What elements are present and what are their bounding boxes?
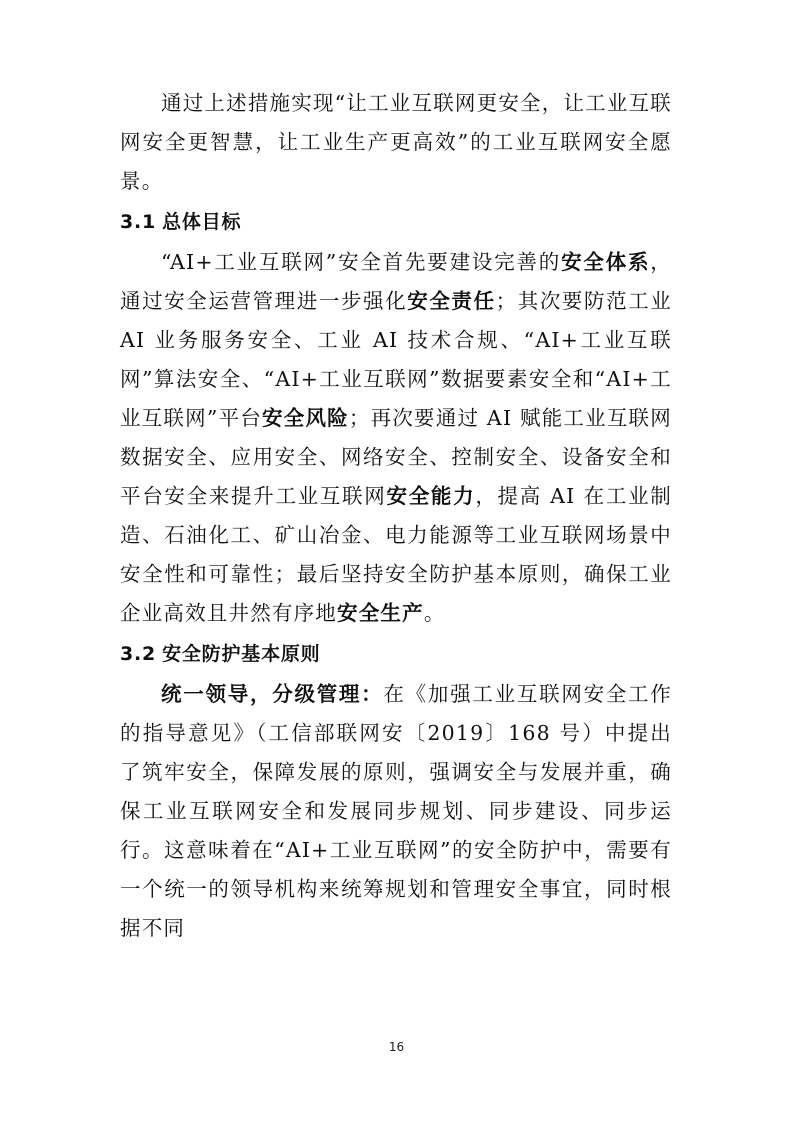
section-3-1-title: 总体目标: [162, 211, 242, 233]
emphasis-security-system: 安全体系: [561, 250, 651, 274]
principle-lead: 统一领导，分级管理：: [161, 682, 384, 706]
emphasis-security-capability: 安全能力: [386, 484, 476, 508]
intro-paragraph: 通过上述措施实现“让工业互联网更安全，让工业互联网安全更智慧，让工业生产更高效”的工业互联网安全愿景。: [120, 91, 672, 193]
section-3-2-number: 3.2: [120, 643, 157, 665]
section-3-1-heading: [120, 203, 672, 242]
emphasis-security-responsibility: 安全责任: [407, 289, 496, 313]
paragraph-text: 在《加强工业互联网安全工作的指导意见》（工信部联网安〔2019〕168 号）中提出了筑牢安全，保障发展的原则，强调安全与发展并重，确保工业互联网安全和发展同步规划、同步建设、同步运行。这意味着在“AI+工业互联网”的安全防护中，需要有一个统一的领导机构来统筹规划和管理安全事宜，同时根据不同: [120, 682, 672, 940]
paragraph-text: ，通过安全运营管理进一步强化: [120, 250, 672, 313]
section-3-1-number: 3.1: [120, 211, 157, 233]
document-page: [120, 84, 672, 948]
section-3-2-title: 安全防护基本原则: [162, 643, 321, 665]
page-number: 16: [388, 1040, 405, 1054]
section-3-2-paragraph: [120, 675, 672, 948]
paragraph-text: 。: [423, 601, 446, 625]
paragraph-text: ，提高 AI 在工业制造、石油化工、矿山冶金、电力能源等工业互联网场景中安全性和可靠性；最后坚持安全防护基本原则，确保工业企业高效且井然有序地: [120, 484, 672, 625]
paragraph-text: ；再次要通过 AI 赋能工业互联网数据安全、应用安全、网络安全、控制安全、设备安全和平台安全来提升工业互联网: [120, 406, 672, 508]
section-3-1-paragraph: [120, 243, 672, 633]
section-3-2-heading: [120, 635, 672, 674]
emphasis-security-risk: 安全风险: [262, 406, 349, 430]
paragraph-text: “AI+工业互联网”安全首先要建设完善的: [161, 250, 562, 274]
paragraph-text: ；其次要防范工业 AI 业务服务安全、工业 AI 技术合规、“AI+工业互联网”算法安全、“AI+工业互联网”数据要素安全和“AI+工业互联网”平台: [120, 289, 672, 430]
emphasis-safe-production: 安全生产: [337, 601, 424, 625]
